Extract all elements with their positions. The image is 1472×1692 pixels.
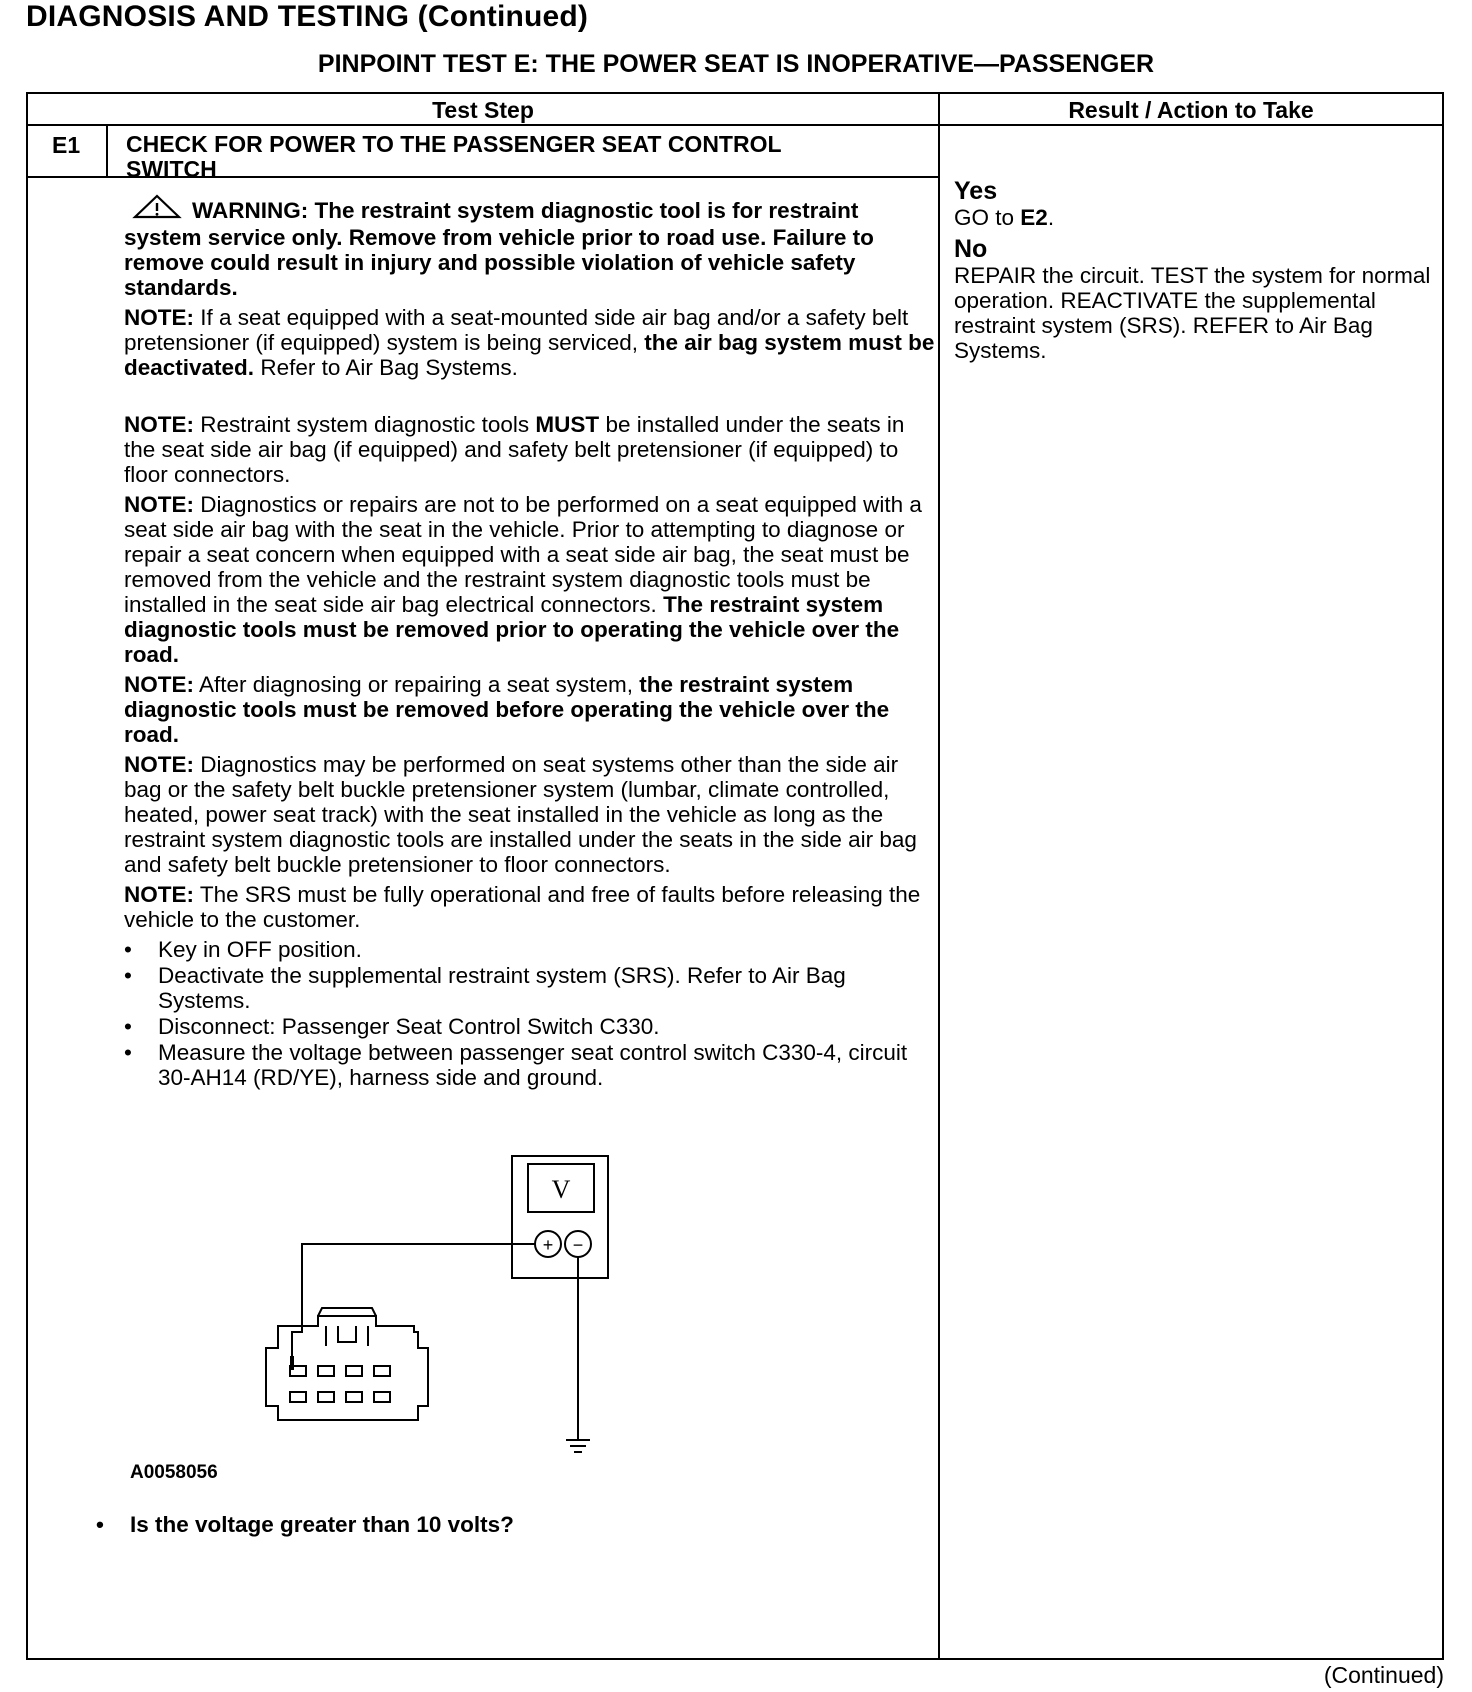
note-4: NOTE: After diagnosing or repairing a seat system, the restraint system diagnostic tools must be removed before operating the vehicle over the road.: [124, 672, 890, 747]
notes-block: [124, 412, 936, 1091]
test-question: • Is the voltage greater than 10 volts?: [96, 1512, 514, 1537]
header-result-action: Result / Action to Take: [1068, 97, 1314, 123]
result-yes-label: Yes: [954, 177, 998, 205]
voltmeter-connector-illustration: [218, 1150, 638, 1475]
result-no-action: REPAIR the circuit. TEST the system for normal operation. REACTIVATE the supplemental restraint system (SRS). REFER to Air Bag Systems.: [954, 263, 1431, 363]
note-3: NOTE: Diagnostics or repairs are not to be performed on a seat equipped with a seat side air bag with the seat in the vehicle. Prior to attempting to diagnose or repair a seat concern when equipped with a seat side air bag, the seat must be removed from the vehicle and the restraint system diagnostic tools must be installed in the seat side air bag electrical connectors. The restraint system diagnostic tools must be removed prior to operating the vehicle over the road.: [124, 492, 922, 667]
figure-id: A0058056: [130, 1462, 218, 1483]
column-divider: [938, 94, 940, 1658]
step-title: CHECK FOR POWER TO THE PASSENGER SEAT CONTROL SWITCH: [126, 131, 782, 182]
meter-symbol: V: [551, 1175, 571, 1204]
warning-triangle-icon: [132, 194, 182, 225]
result-yes-action: GO to E2.: [954, 205, 1055, 230]
result-no-label: No: [954, 235, 988, 263]
step-number: E1: [52, 132, 81, 158]
test-title: PINPOINT TEST E: THE POWER SEAT IS INOPERATIVE—PASSENGER: [317, 50, 1155, 78]
note-2: NOTE: Restraint system diagnostic tools MUST be installed under the seats in the seat side air bag (if equipped) and safety belt pretensioner (if equipped) to floor connectors.: [124, 412, 905, 487]
section-title: DIAGNOSIS AND TESTING (Continued): [26, 0, 589, 33]
list-item: • Measure the voltage between passenger seat control switch C330-4, circuit 30-AH14 (RD/YE), harness side and ground.: [124, 1040, 936, 1090]
procedure-steps: [124, 937, 936, 1090]
svg-text:−: −: [572, 1235, 584, 1255]
list-item: • Deactivate the supplemental restraint system (SRS). Refer to Air Bag Systems.: [124, 963, 936, 1013]
warning-paragraph: WARNING: The restraint system diagnostic tool is for restraint system service only. Remove from vehicle prior to road use. Failure to remove could result in injury and possible violation of vehicle safety standards.: [124, 194, 936, 300]
note-5: NOTE: Diagnostics may be performed on seat systems other than the side air bag or the safety belt buckle pretensioner system (lumbar, climate controlled, heated, power seat track) with the seat installed in the vehicle as long as the restraint system diagnostic tools are installed under the seats in the side air bag and safety belt buckle pretensioner to floor connectors.: [124, 752, 917, 877]
list-item: • Key in OFF position.: [124, 937, 936, 962]
result-action: [954, 178, 1434, 363]
continued-label: (Continued): [1323, 1662, 1444, 1688]
note-1: NOTE: If a seat equipped with a seat-mounted side air bag and/or a safety belt pretensioner (if equipped) system is being serviced, the air bag system must be deactivated. Refer to Air Bag Systems.: [124, 305, 935, 380]
warning-block: [124, 194, 936, 385]
header-test-step: Test Step: [432, 97, 534, 123]
step-number-divider: [106, 126, 108, 178]
svg-text:+: +: [542, 1235, 554, 1255]
list-item: • Disconnect: Passenger Seat Control Switch C330.: [124, 1014, 936, 1039]
note-6: NOTE: The SRS must be fully operational and free of faults before releasing the vehicle to the customer.: [124, 882, 921, 932]
